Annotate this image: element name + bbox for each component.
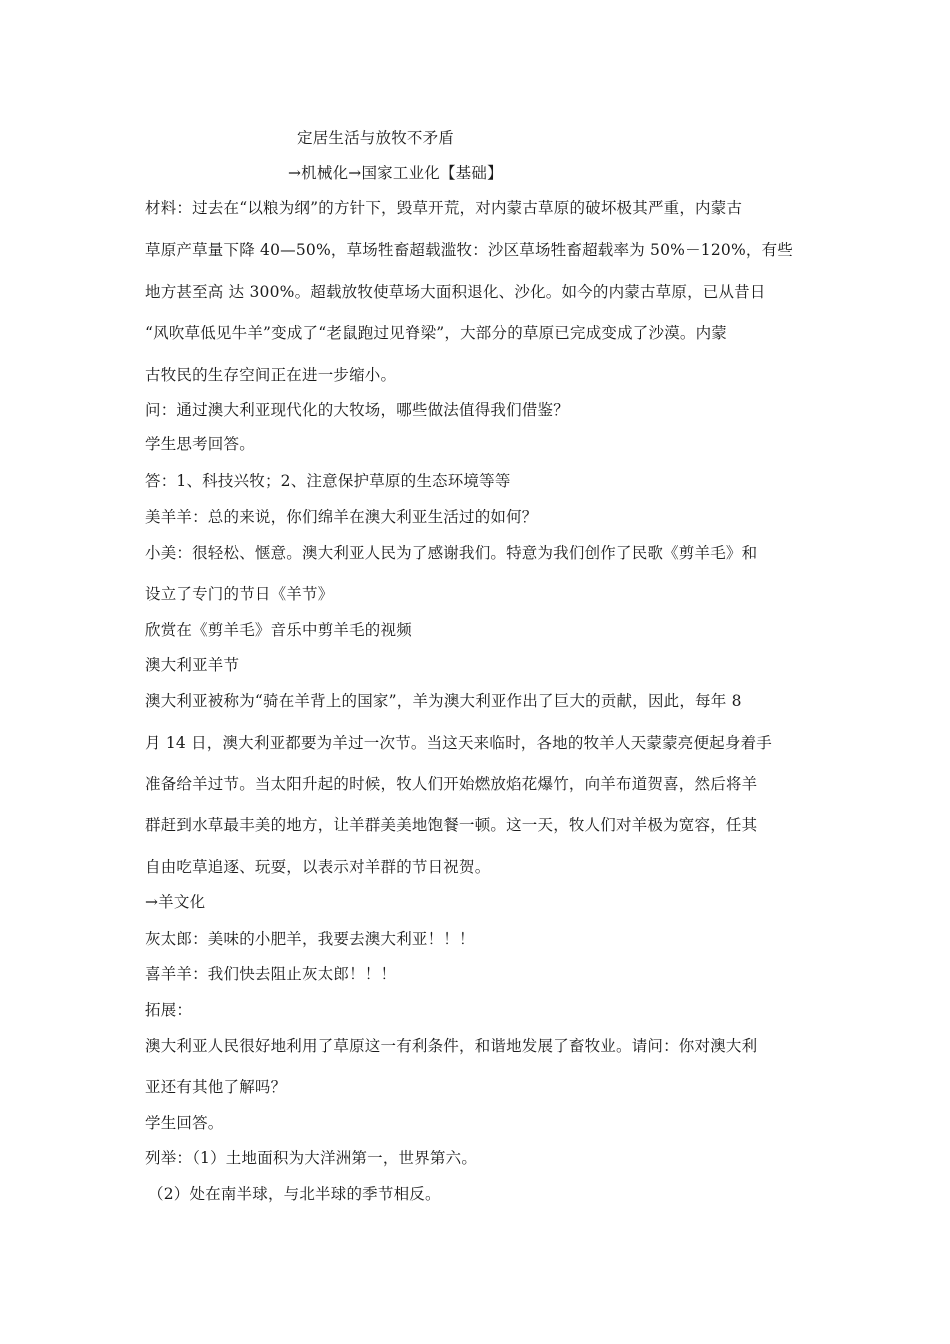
text-line-21: →羊文化: [145, 893, 206, 911]
text-line-3: 材料：过去在“以粮为纲”的方针下，毁草开荒，对内蒙古草原的破坏极其严重，内蒙古: [145, 199, 743, 217]
text-line-6: “风吹草低见牛羊”变成了“老鼠跑过见脊梁”，大部分的草原已完成变成了沙漠。内蒙: [145, 324, 727, 342]
text-line-2: →机械化→国家工业化【基础】: [288, 164, 503, 182]
text-line-16: 澳大利亚被称为“骑在羊背上的国家”，羊为澳大利亚作出了巨大的贡献，因此，每年 8: [145, 692, 742, 710]
text-line-14: 欣赏在《剪羊毛》音乐中剪羊毛的视频: [145, 621, 412, 639]
text-line-7: 古牧民的生存空间正在进一步缩小。: [145, 366, 397, 384]
text-line-1: 定居生活与放牧不矛盾: [297, 129, 455, 147]
text-line-23: 喜羊羊：我们快去阻止灰太郎！！！: [145, 965, 397, 983]
text-line-8: 问：通过澳大利亚现代化的大牧场，哪些做法值得我们借鉴？: [145, 401, 569, 419]
text-line-29: （2）处在南半球，与北半球的季节相反。: [148, 1185, 441, 1203]
text-line-28: 列举：（1）土地面积为大洋洲第一，世界第六。: [145, 1149, 478, 1167]
text-line-9: 学生思考回答。: [145, 435, 255, 453]
text-line-18: 准备给羊过节。当太阳升起的时候，牧人们开始燃放焰花爆竹，向羊布道贺喜，然后将羊: [145, 775, 758, 793]
text-line-13: 设立了专门的节日《羊节》: [145, 585, 334, 603]
text-line-12: 小美：很轻松、惬意。澳大利亚人民为了感谢我们。特意为我们创作了民歌《剪羊毛》和: [145, 544, 758, 562]
text-line-24: 拓展：: [145, 1001, 193, 1019]
text-line-22: 灰太郎：美味的小肥羊，我要去澳大利亚！！！: [145, 930, 475, 948]
text-line-5: 地方甚至高 达 300%。超载放牧使草场大面积退化、沙化。如今的内蒙古草原，已从昔日: [145, 283, 766, 301]
text-line-4: 草原产草量下降 40—50%，草场牲畜超载滥牧：沙区草场牲畜超载率为 50%－120%，有些: [145, 241, 793, 259]
text-line-10: 答：1、科技兴牧；2、注意保护草原的生态环境等等: [145, 472, 511, 490]
text-line-11: 美羊羊：总的来说，你们绵羊在澳大利亚生活过的如何？: [145, 508, 538, 526]
text-line-25: 澳大利亚人民很好地利用了草原这一有利条件，和谐地发展了畜牧业。请问：你对澳大利: [145, 1037, 758, 1055]
text-line-27: 学生回答。: [145, 1114, 224, 1132]
text-line-26: 亚还有其他了解吗？: [145, 1078, 287, 1096]
text-line-19: 群赶到水草最丰美的地方，让羊群美美地饱餐一顿。这一天，牧人们对羊极为宽容，任其: [145, 816, 758, 834]
text-line-15: 澳大利亚羊节: [145, 656, 240, 674]
text-line-20: 自由吃草追逐、玩耍，以表示对羊群的节日祝贺。: [145, 858, 491, 876]
text-line-17: 月 14 日，澳大利亚都要为羊过一次节。当这天来临时，各地的牧羊人天蒙蒙亮便起身着手: [145, 734, 772, 752]
